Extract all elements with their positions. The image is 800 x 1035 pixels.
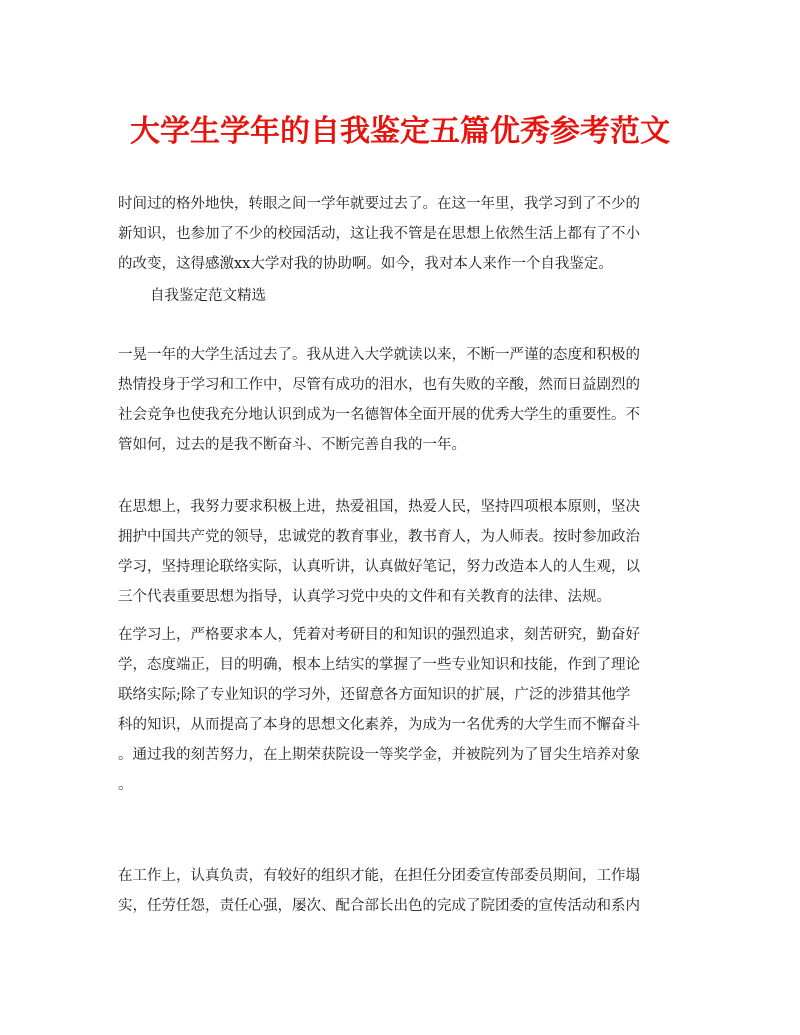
paragraph-1 (118, 340, 690, 460)
text-line: 实，任劳任怨，责任心强，屡次、配合部长出色的完成了院团委的宣传活动和系内 (118, 898, 640, 914)
text-line: 学习，坚持理论联络实际，认真听讲，认真做好笔记，努力改造本人的人生观，以 (118, 559, 640, 575)
paragraph-2 (118, 492, 690, 612)
text-line: 的改变，这得感激xx大学对我的协助啊。如今，我对本人来作一个自我鉴定。 (118, 256, 613, 272)
intro-paragraph (118, 189, 690, 279)
text-line: 在思想上，我努力要求积极上进，热爱祖国，热爱人民，坚持四项根本原则，坚决 (118, 499, 640, 515)
text-line: 一晃一年的大学生活过去了。我从进入大学就读以来，不断一严谨的态度和积极的 (118, 347, 640, 363)
document-title: 大学生学年的自我鉴定五篇优秀参考范文 (130, 114, 670, 149)
text-line: 联络实际;除了专业知识的学习外，还留意各方面知识的扩展，广泛的涉猎其他学 (118, 687, 631, 703)
text-line: 新知识，也参加了不少的校园活动，这让我不管是在思想上依然生活上都有了不小 (118, 226, 640, 242)
paragraph-3 (118, 620, 690, 800)
text-line: 热情投身于学习和工作中，尽管有成功的泪水，也有失败的辛酸，然而日益剧烈的 (118, 377, 640, 393)
text-line: 拥护中国共产党的领导，忠诚党的教育事业，教书育人，为人师表。按时参加政治 (118, 529, 640, 545)
text-line: 学，态度端正，目的明确，根本上结实的掌握了一些专业知识和技能，作到了理论 (118, 657, 640, 673)
text-line: 。 (118, 777, 133, 793)
paragraph-4 (118, 861, 690, 921)
text-line: 在学习上，严格要求本人，凭着对考研目的和知识的强烈追求，刻苦研究，勤奋好 (118, 627, 640, 643)
text-line: 科的知识，从而提高了本身的思想文化素养，为成为一名优秀的大学生而不懈奋斗 (118, 717, 640, 733)
text-line: 管如何，过去的是我不断奋斗、不断完善自我的一年。 (118, 437, 466, 453)
text-line: 在工作上，认真负责，有较好的组织才能，在担任分团委宣传部委员期间，工作塌 (118, 868, 640, 884)
text-line: 时间过的格外地快，转眼之间一学年就要过去了。在这一年里，我学习到了不少的 (118, 196, 640, 212)
text-line: 三个代表重要思想为指导，认真学习党中央的文件和有关教育的法律、法规。 (118, 589, 611, 605)
subheading: 自我鉴定范文精选 (150, 288, 266, 304)
text-line: 社会竞争也使我充分地认识到成为一名德智体全面开展的优秀大学生的重要性。不 (118, 407, 640, 423)
text-line: 。通过我的刻苦努力，在上期荣获院设一等奖学金，并被院列为了冒尖生培养对象 (118, 747, 640, 763)
